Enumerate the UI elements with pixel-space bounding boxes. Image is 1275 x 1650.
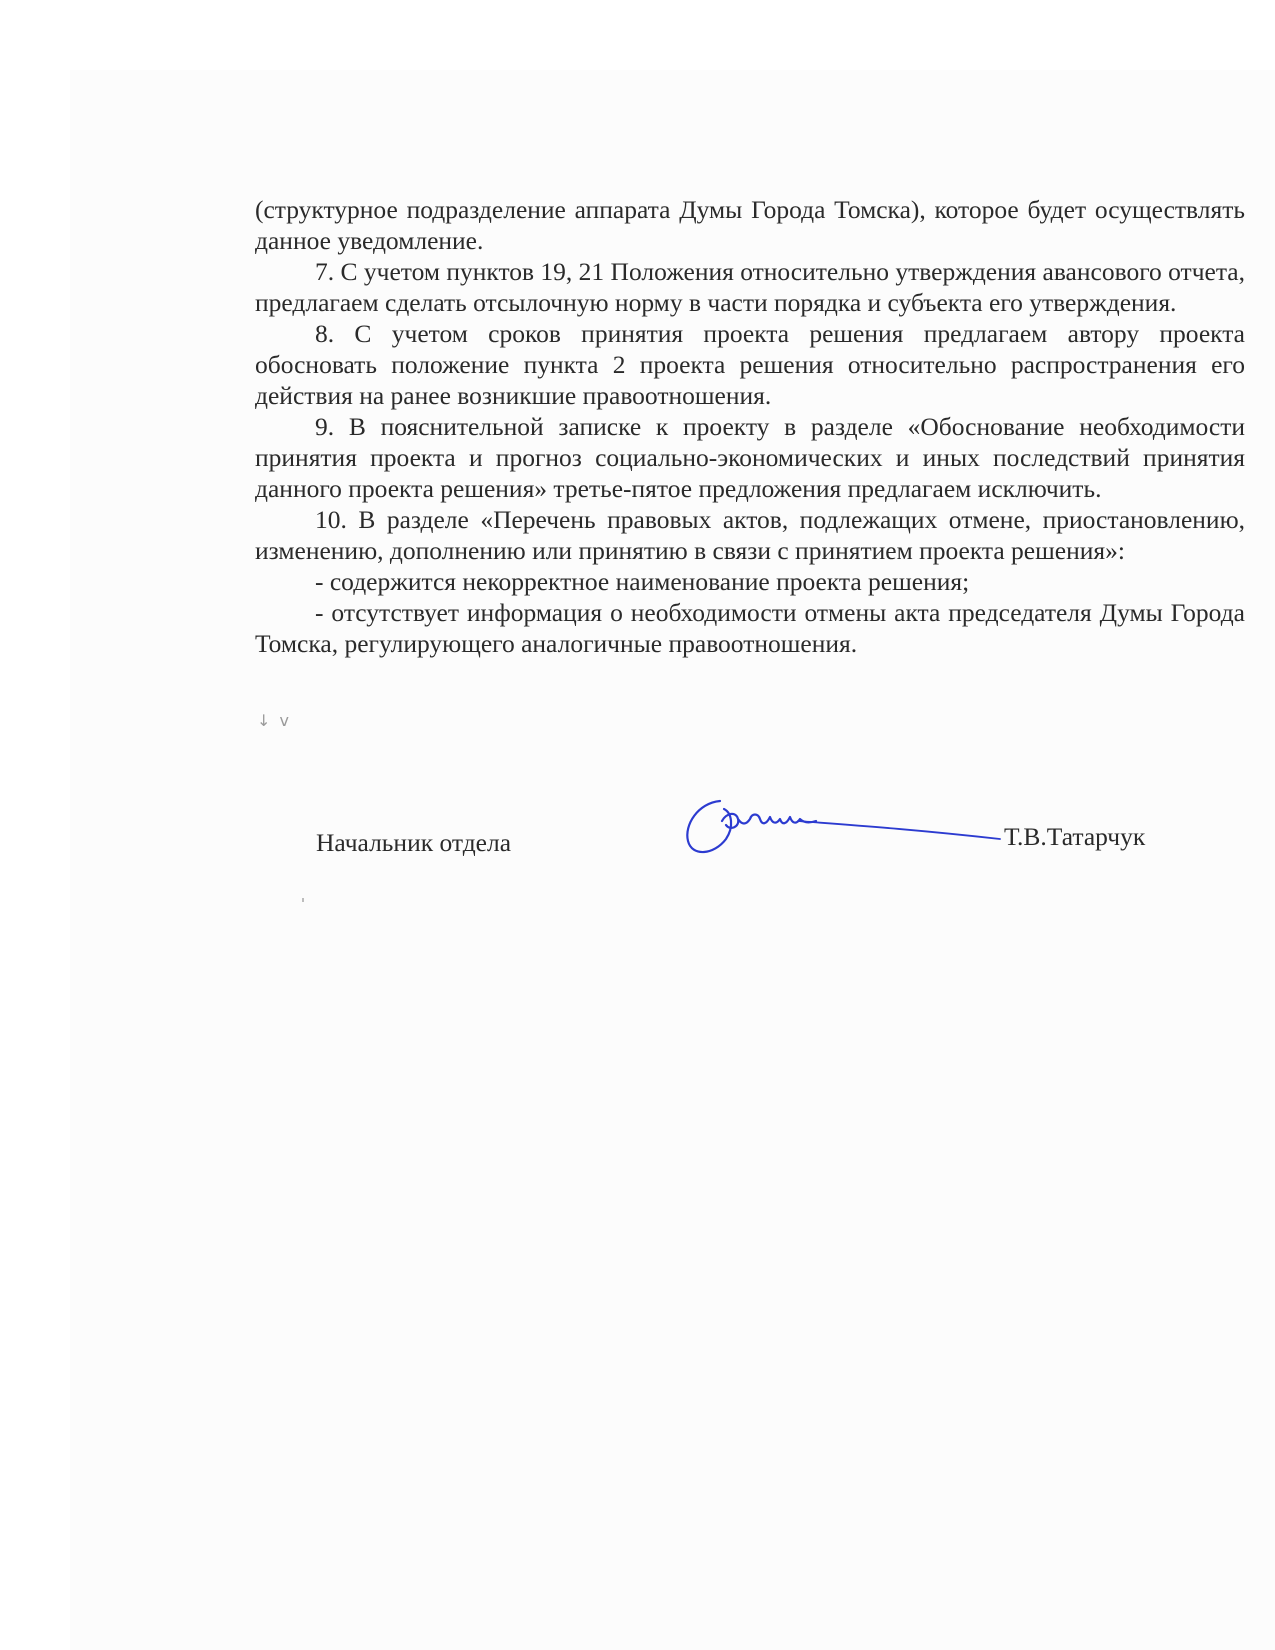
handwritten-signature	[680, 795, 1010, 865]
scan-speck	[302, 898, 304, 902]
paragraph-item-8: 8. С учетом сроков принятия проекта решения предлагаем автору проекта обосновать положение пункта 2 проекта решения относительно распространения его действия на ранее возникшие правоотношения.	[255, 319, 1245, 410]
document-body	[255, 194, 1245, 659]
pencil-margin-note: ↓ v	[257, 711, 291, 730]
paragraph-item-7: 7. С учетом пунктов 19, 21 Положения относительно утверждения авансового отчета, предлагаем сделать отсылочную норму в части порядка и субъекта его утверждения.	[255, 257, 1245, 317]
bullet-item-1: - содержится некорректное наименование проекта решения;	[315, 567, 970, 596]
paragraph-item-9: 9. В пояснительной записке к проекту в разделе «Обоснование необходимости принятия проекта и прогноз социально-экономических и иных последствий принятия данного проекта решения» третье-пятое предложения предлагаем исключить.	[255, 412, 1245, 503]
signer-position: Начальник отдела	[316, 828, 512, 857]
bullet-item-2: - отсутствует информация о необходимости отмены акта председателя Думы Города Томска, регулирующего аналогичные правоотношения.	[255, 598, 1245, 658]
signer-name: Т.В.Татарчук	[1004, 822, 1146, 851]
paragraph-continuation: (структурное подразделение аппарата Думы Города Томска), которое будет осуществлять данное уведомление.	[255, 195, 1245, 255]
paragraph-item-10: 10. В разделе «Перечень правовых актов, подлежащих отмене, приостановлению, изменению, дополнению или принятию в связи с принятием проекта решения»:	[255, 505, 1245, 565]
